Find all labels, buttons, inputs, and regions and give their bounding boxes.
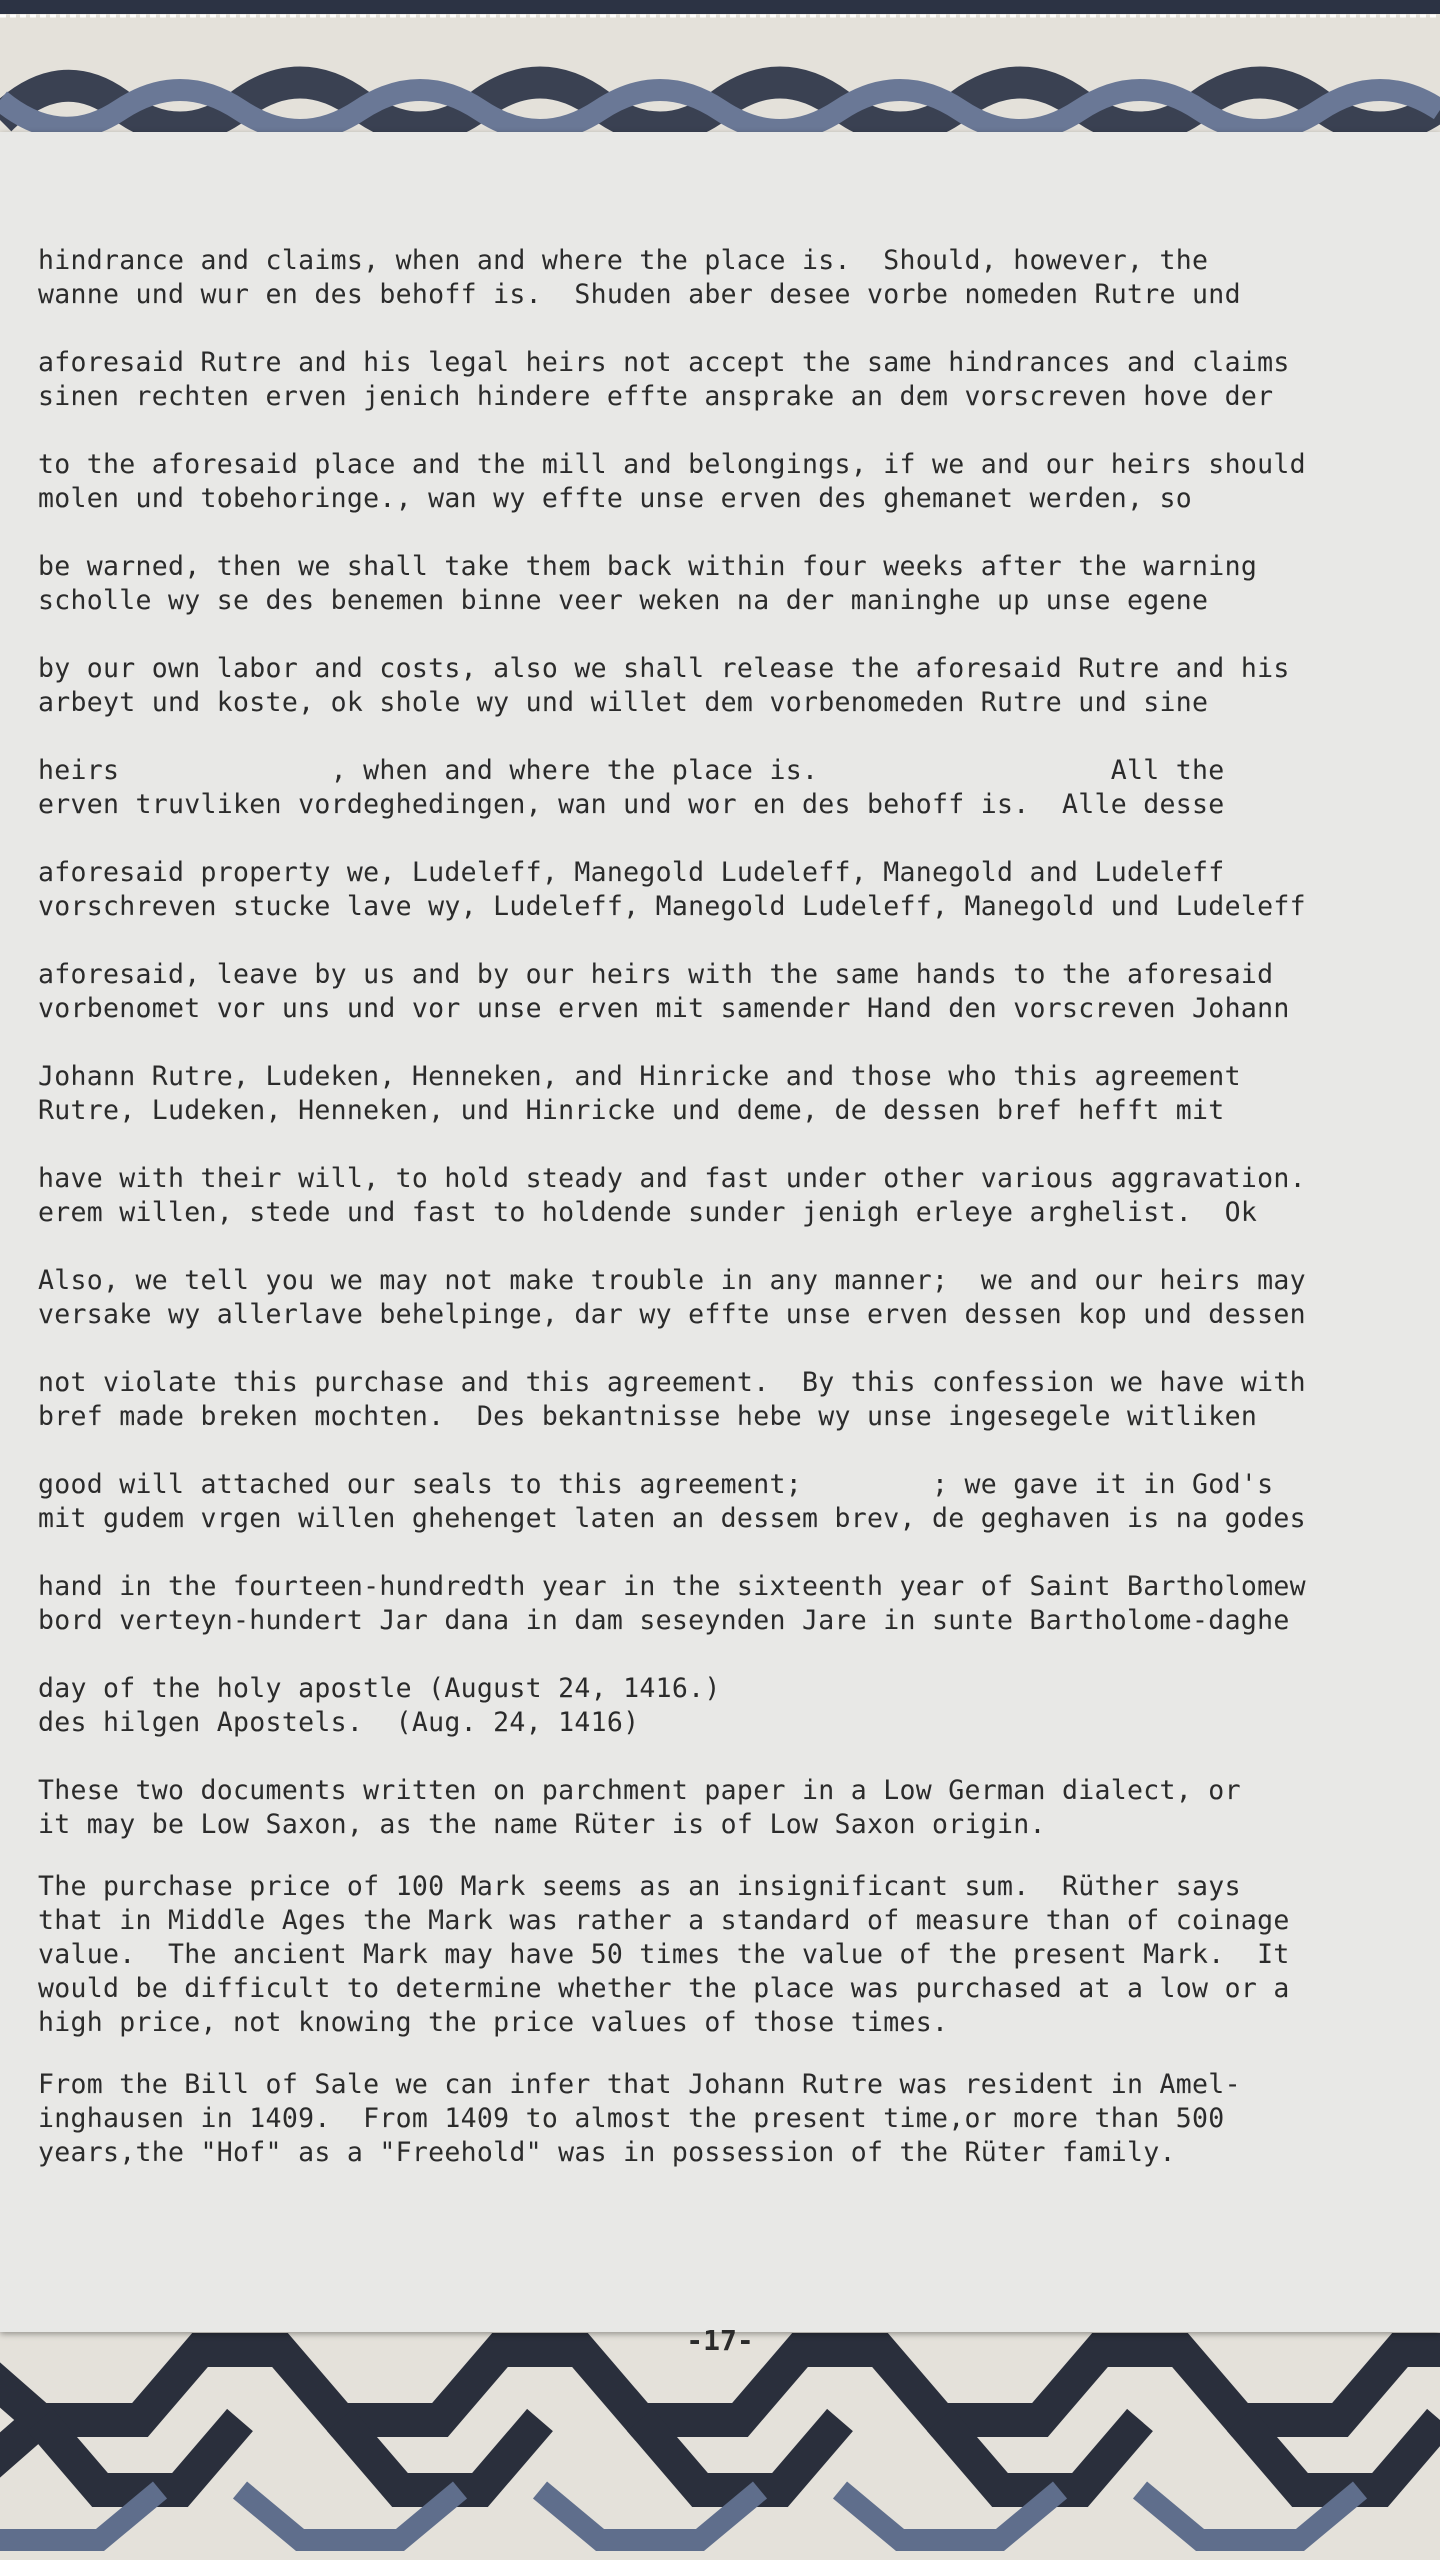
commentary-paragraph [38,2068,1338,2170]
translation-pair [38,448,1338,516]
translation-pair [38,652,1338,720]
english-line: day of the holy apostle (August 24, 1416.) [38,1673,721,1704]
german-line: versake wy allerlave behelpinge, dar wy effte unse erven dessen kop und dessen [38,1299,1306,1330]
document-page [0,132,1440,2357]
english-line: by our own labor and costs, also we shall release the aforesaid Rutre and his [38,653,1290,684]
translation-pair [38,856,1338,924]
translation-pair [38,1162,1338,1230]
english-line: aforesaid, leave by us and by our heirs with the same hands to the aforesaid [38,959,1274,990]
translation-pair [38,1060,1338,1128]
translation-pair [38,754,1338,822]
german-line: mit gudem vrgen willen ghehenget laten an dessem brev, de geghaven is na godes [38,1503,1306,1534]
english-line: aforesaid Rutre and his legal heirs not accept the same hindrances and claims [38,347,1290,378]
german-line: sinen rechten erven jenich hindere effte ansprake an dem vorscreven hove der [38,381,1274,412]
translation-pair [38,550,1338,618]
commentary-paragraph [38,1870,1338,2040]
german-line: bord verteyn-hundert Jar dana in dam seseynden Jare in sunte Bartholome-daghe [38,1605,1290,1636]
paragraph-line: From the Bill of Sale we can infer that Johann Rutre was resident in Amel- [38,2069,1241,2100]
german-line: scholle wy se des benemen binne veer weken na der maninghe up unse egene [38,585,1209,616]
english-line: hindrance and claims, when and where the place is. Should, however, the [38,245,1209,276]
paragraph-line: would be difficult to determine whether the place was purchased at a low or a [38,1973,1290,2004]
english-line: good will attached our seals to this agreement; ; we gave it in God's [38,1469,1274,1500]
paragraph-line: These two documents written on parchment paper in a Low German dialect, or [38,1775,1241,1806]
english-line: have with their will, to hold steady and fast under other various aggravation. [38,1163,1306,1194]
paragraph-line: The purchase price of 100 Mark seems as an insignificant sum. Rüther says [38,1871,1241,1902]
english-line: to the aforesaid place and the mill and belongings, if we and our heirs should [38,449,1306,480]
german-line: Rutre, Ludeken, Henneken, und Hinricke und deme, de dessen bref hefft mit [38,1095,1225,1126]
paragraph-line: it may be Low Saxon, as the name Rüter is of Low Saxon origin. [38,1809,1046,1840]
german-line: bref made breken mochten. Des bekantnisse hebe wy unse ingesegele witliken [38,1401,1258,1432]
paragraph-line: years,the "Hof" as a "Freehold" was in possession of the Rüter family. [38,2137,1176,2168]
german-line: wanne und wur en des behoff is. Shuden aber desee vorbe nomeden Rutre und [38,279,1241,310]
german-line: erven truvliken vordeghedingen, wan und wor en des behoff is. Alle desse [38,789,1225,820]
german-line: vorbenomet vor uns und vor unse erven mit samender Hand den vorscreven Johann [38,993,1290,1024]
english-line: hand in the fourteen-hundredth year in the sixteenth year of Saint Bartholomew [38,1571,1306,1602]
german-line: des hilgen Apostels. (Aug. 24, 1416) [38,1707,640,1738]
translation-pair [38,346,1338,414]
translation-pair [38,1570,1338,1638]
paragraph-line: value. The ancient Mark may have 50 times the value of the present Mark. It [38,1939,1290,1970]
translation-pair [38,958,1338,1026]
translation-pair [38,1366,1338,1434]
english-line: Johann Rutre, Ludeken, Henneken, and Hinricke and those who this agreement [38,1061,1241,1092]
document-body [38,244,1338,2198]
translation-pair [38,1672,1338,1740]
english-line: heirs , when and where the place is. All the [38,755,1225,786]
translation-pair [38,244,1338,312]
commentary-paragraph [38,1774,1338,1842]
page-number: -17- [686,2324,754,2357]
paragraph-line: inghausen in 1409. From 1409 to almost the present time,or more than 500 [38,2103,1225,2134]
german-line: molen und tobehoringe., wan wy effte unse erven des ghemanet werden, so [38,483,1193,514]
paragraph-line: high price, not knowing the price values of those times. [38,2007,949,2038]
english-line: Also, we tell you we may not make trouble in any manner; we and our heirs may [38,1265,1306,1296]
fabric-border-top [0,0,1440,150]
german-line: vorschreven stucke lave wy, Ludeleff, Manegold Ludeleff, Manegold und Ludeleff [38,891,1306,922]
translation-pair [38,1468,1338,1536]
english-line: aforesaid property we, Ludeleff, Manegold Ludeleff, Manegold and Ludeleff [38,857,1225,888]
german-line: erem willen, stede und fast to holdende sunder jenigh erleye arghelist. Ok [38,1197,1258,1228]
german-line: arbeyt und koste, ok shole wy und willet dem vorbenomeden Rutre und sine [38,687,1209,718]
english-line: be warned, then we shall take them back within four weeks after the warning [38,551,1258,582]
paragraph-line: that in Middle Ages the Mark was rather a standard of measure than of coinage [38,1905,1290,1936]
english-line: not violate this purchase and this agreement. By this confession we have with [38,1367,1306,1398]
translation-pair [38,1264,1338,1332]
